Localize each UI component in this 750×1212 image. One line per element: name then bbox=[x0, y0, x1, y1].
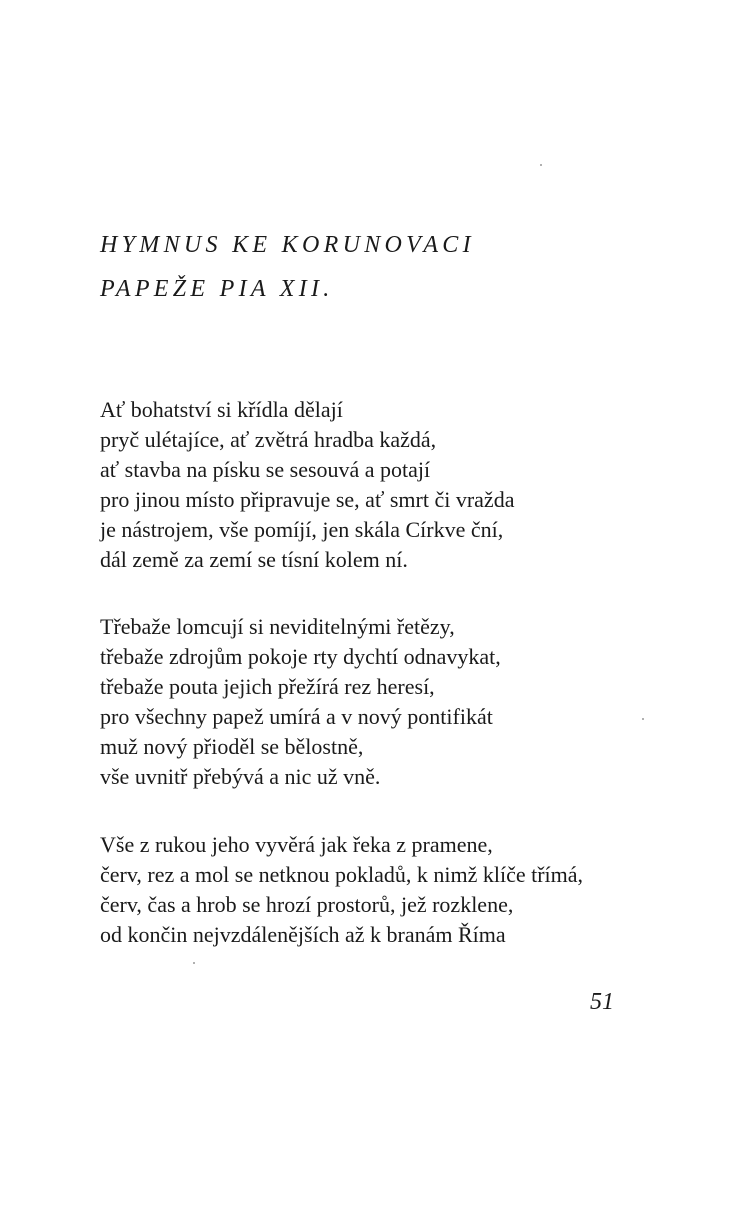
verse-line: Ať bohatství si křídla dělají bbox=[100, 397, 343, 422]
verse-line: červ, čas a hrob se hrozí prostorů, jež rozklene, bbox=[100, 892, 514, 917]
stanza-3 bbox=[100, 830, 583, 950]
verse-line: vše uvnitř přebývá a nic už vně. bbox=[100, 764, 381, 789]
stanza-2 bbox=[100, 612, 501, 792]
verse-line: dál země za zemí se tísní kolem ní. bbox=[100, 547, 408, 572]
verse-line: ať stavba na písku se sesouvá a potají bbox=[100, 457, 431, 482]
paper-speck bbox=[642, 718, 644, 720]
stanza-1 bbox=[100, 395, 514, 575]
verse-line: pro všechny papež umírá a v nový pontifikát bbox=[100, 704, 493, 729]
page-number: 51 bbox=[590, 989, 614, 1015]
verse-line: muž nový přioděl se bělostně, bbox=[100, 734, 364, 759]
verse-line: Třebaže lomcují si neviditelnými řetězy, bbox=[100, 614, 455, 639]
verse-line: Vše z rukou jeho vyvěrá jak řeka z pramene, bbox=[100, 832, 493, 857]
verse-line: pryč ulétajíce, ať zvětrá hradba každá, bbox=[100, 427, 437, 452]
verse-line: třebaže zdrojům pokoje rty dychtí odnavykat, bbox=[100, 644, 501, 669]
verse-line: pro jinou místo připravuje se, ať smrt či vražda bbox=[100, 487, 515, 512]
verse-line: červ, rez a mol se netknou pokladů, k nimž klíče třímá, bbox=[100, 862, 584, 887]
poem-title-line-2: PAPEŽE PIA XII. bbox=[100, 276, 334, 302]
verse-line: třebaže pouta jejich přežírá rez heresí, bbox=[100, 674, 435, 699]
verse-line: od končin nejvzdálenějších až k branám Říma bbox=[100, 922, 506, 947]
paper-speck bbox=[193, 962, 195, 964]
verse-line: je nástrojem, vše pomíjí, jen skála Církve ční, bbox=[100, 517, 504, 542]
paper-speck bbox=[540, 164, 542, 166]
poem-title-line-1: HYMNUS KE KORUNOVACI bbox=[100, 232, 475, 258]
